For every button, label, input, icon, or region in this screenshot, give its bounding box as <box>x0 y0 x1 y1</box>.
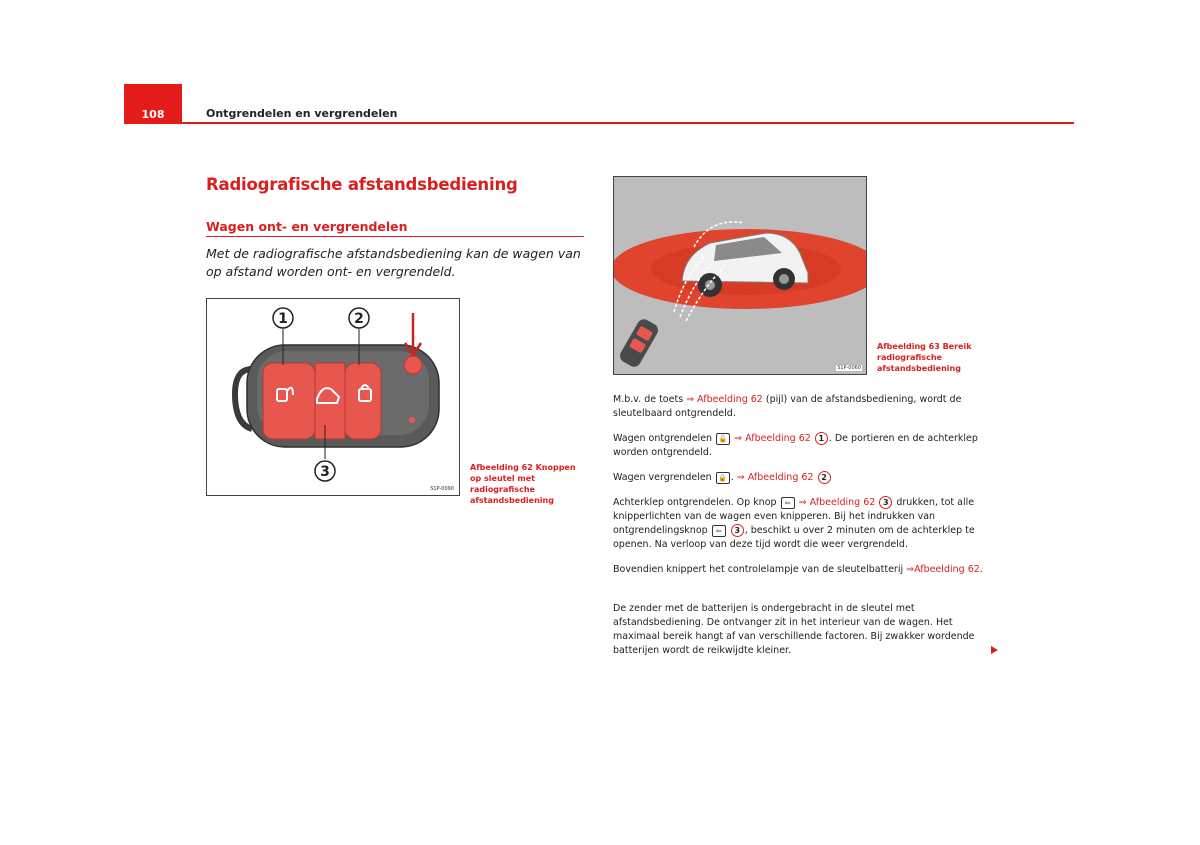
paragraph-lock: Wagen vergrendelen 🔒 . ⇒ Afbeelding 62 2 <box>613 471 985 485</box>
figure-62-caption: Afbeelding 62 Knoppen op sleutel met radiografische afstandsbediening <box>470 463 576 505</box>
battery-indicator-lamp <box>409 417 415 423</box>
chapter-title: Ontgrendelen en vergrendelen <box>206 107 398 120</box>
header-rule <box>182 122 1074 124</box>
key-release-button <box>404 356 422 374</box>
trunk-button <box>315 363 345 439</box>
callout-ref-3b: 3 <box>731 524 744 537</box>
trunk-key-icon: ⇦ <box>781 497 795 509</box>
unlock-key-icon: 🔓 <box>716 433 730 445</box>
figure-62-link[interactable]: ⇒ Afbeelding 62 <box>736 472 814 483</box>
figure-62-link[interactable]: ⇒ Afbeelding 62 <box>734 433 811 444</box>
figure-63-caption: Afbeelding 63 Bereik radiografische afstandsbediening <box>877 342 972 373</box>
callout-1-label: 1 <box>278 311 288 327</box>
figure-62-key-buttons <box>206 298 460 496</box>
lock-key-icon: 🔒 <box>716 472 730 484</box>
paragraph-unlock: Wagen ontgrendelen 🔓 ⇒ Afbeelding 62 1 . De portieren en de achterklep worden ontgrendeld. <box>613 433 978 458</box>
figure-62-code: S1P-0090 <box>430 486 454 492</box>
figure-62-link[interactable]: ⇒Afbeelding 62 <box>906 564 980 575</box>
subtitle-rule <box>206 236 584 237</box>
callout-3-label: 3 <box>320 464 330 480</box>
paragraph-key-release: M.b.v. de toets ⇒ Afbeelding 62 (pijl) van de afstandsbediening, wordt de sleutelbaard ontgrendeld. <box>613 394 962 419</box>
section-subtitle: Wagen ont- en vergrendelen <box>206 219 408 234</box>
key-fob-illustration <box>207 299 459 495</box>
callout-ref-3: 3 <box>879 496 892 509</box>
intro-text: Met de radiografische afstandsbediening kan de wagen van op afstand worden ont- en vergrendeld. <box>206 246 581 279</box>
page-number: 108 <box>124 84 182 124</box>
unlock-button <box>263 363 315 439</box>
section-title: Radiografische afstandsbediening <box>206 175 518 194</box>
range-illustration <box>614 177 866 374</box>
figure-63-code: S1P-0060 <box>837 365 861 371</box>
figure-63-range <box>613 176 867 375</box>
paragraph-trunk-unlock: Achterklep ontgrendelen. Op knop ⇦ ⇒ Afbeelding 62 3 drukken, tot alle knipperlichten van de wagen even knipperen. Bij het indrukken van ontgrendelingsknop ⇦ 3 , beschikt u over 2 minuten om de achterklep te openen. Na verloop van deze tijd wordt die weer vergrendeld. <box>613 497 975 550</box>
paragraph-battery-lamp: Bovendien knippert het controlelampje van de sleutelbatterij ⇒Afbeelding 62. <box>613 564 983 575</box>
callout-ref-1: 1 <box>815 432 828 445</box>
trunk-key-icon: ⇦ <box>712 525 726 537</box>
callout-ref-2: 2 <box>818 471 831 484</box>
paragraph-transmitter: De zender met de batterijen is ondergebracht in de sleutel met afstandsbediening. De ontvanger zit in het interieur van de wagen. Het maximaal bereik hangt af van verschillende factoren. Bij zwakker wordende batterijen wordt de reikwijdte kleiner. <box>613 603 975 656</box>
continue-arrow-icon <box>991 646 998 654</box>
figure-62-link[interactable]: ⇒ Afbeelding 62 <box>798 497 876 508</box>
callout-2-label: 2 <box>354 311 364 327</box>
figure-62-link[interactable]: ⇒ Afbeelding 62 <box>686 394 763 405</box>
